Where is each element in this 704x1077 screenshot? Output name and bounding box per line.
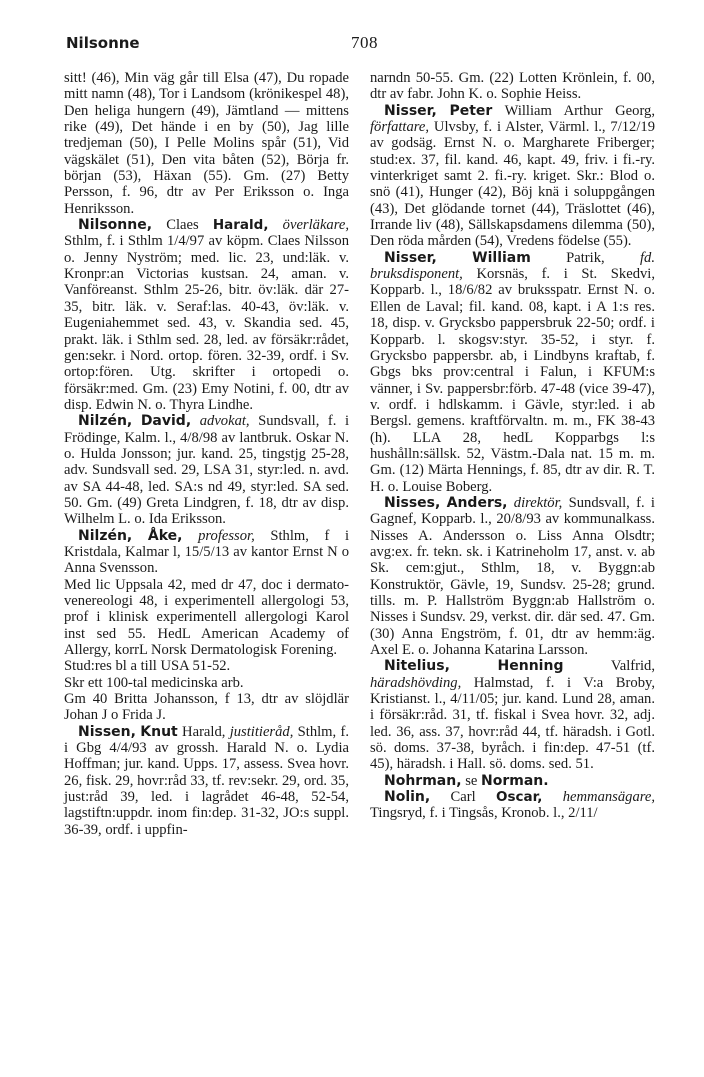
entry-nilzen-ake-studies: Stud:res bl a till USA 51-52.: [64, 658, 231, 675]
entry-given-main: Peter: [449, 102, 493, 119]
entry-given-main: David,: [140, 413, 192, 430]
entry-text: Korsnäs, f. i St. Skedvi, Kopparb. l., 18/6/82 av bruksspatr. Ernst N. o. Ellen de Laval; fil. kand. 08, kapt. i A 1:s res. 18, disp. v. Grycksbo pappersbruk 22-50; ordf. i Kopparb. l. skogsv:styr. 35-52, i styr. f. Grycksbo pappersbr. ab, i Lindbyns kraftab, f. Gbgs bks prov:central i Falun, i KFUM:s vänner, i Sv. pappersbr:förb. 47-48 (vice 39-47), v. ordf. i hdlskamm. i Gävle, styr:led. i ab Bergsl. gemens. kraftförvaltn. m. m., FK 38-43 (h). LLA 28, hedL Kopparbgs l:s hushålln:sällsk. 52, Västm.-Dala nat. 15 m. m. Gm. (12) Märta Hennings, f. 85, dtr av dir. R. T. H. o. Louise Boberg.: [370, 266, 655, 495]
entry-given-main: Anders,: [446, 494, 508, 511]
entry-given-pre: Carl: [450, 789, 476, 806]
entry-given-pre: Claes: [166, 217, 199, 234]
entry-given-main: William: [472, 249, 531, 266]
entry-given-main: Harald,: [212, 217, 269, 234]
entry-nilsonne-claes-harald: [64, 217, 349, 413]
entry-given-main: Henning: [497, 658, 564, 675]
entry-occupation: justitieråd,: [229, 723, 294, 740]
page-number: 708: [351, 33, 378, 52]
entry-surname: Nisser,: [384, 102, 437, 119]
entry-cross-reference: Norman.: [481, 772, 549, 789]
entry-nilzen-ake: [64, 528, 349, 577]
entry-nolin-carl-oscar: [370, 789, 655, 822]
entry-occupation: häradshövding,: [370, 674, 462, 691]
entry-surname: Nolin,: [384, 789, 431, 806]
entry-text: se: [465, 772, 478, 789]
entry-nitelius-henning: [370, 658, 655, 772]
entry-occupation: professor,: [198, 527, 255, 544]
entry-nisser-william: [370, 250, 655, 495]
left-column: [64, 70, 349, 838]
right-column: [370, 70, 655, 822]
entry-occupation: direktör,: [513, 494, 563, 511]
page-header: [66, 34, 640, 56]
entry-given-post: Harald,: [182, 723, 226, 740]
entry-occupation: fd. bruksdisponent,: [370, 249, 655, 283]
entry-surname: Nilsonne,: [78, 217, 153, 234]
entry-given-main: Åke,: [147, 527, 183, 544]
entry-nilzen-ake-writings: Skr ett 100-tal medicinska arb.: [64, 674, 244, 691]
entry-given-post: William Arthur Georg,: [504, 102, 655, 119]
entry-surname: Nissen,: [78, 723, 136, 740]
entry-nisses-anders: [370, 495, 655, 658]
entry-surname: Nohrman,: [384, 772, 462, 789]
entry-nilzen-ake-marriage: Gm 40 Britta Johansson, f 13, dtr av slöjdlär Johan J o Frida J.: [64, 691, 349, 724]
entry-occupation: hemmansägare,: [562, 789, 656, 806]
running-head: Nilsonne: [66, 34, 140, 52]
entry-occupation: överläkare,: [282, 217, 349, 234]
entry-occupation: författare,: [370, 119, 430, 136]
entry-text: Ulvsby, f. i Alster, Värml. l., 7/12/19 av godsäg. Ernst N. o. Margharete Friberger; stud:ex. 37, fil. kand. 46, kapt. 49, friv. i fi.-ry. vinterkriget samt 2. fi.-ry. kriget. Skr.: Blod o. snö (41), Hunger (42), Böj knä i soluppgången (43), Det glödande tornet (44), Träslottet (46), Irrande liv (48), Sällskapsdamens dilemma (50), Den röda mården (54), Vredens födelse (55).: [370, 119, 655, 250]
entry-given-main: Oscar,: [495, 789, 543, 806]
entry-occupation: advokat,: [199, 413, 250, 430]
entry-nilzen-ake-career: Med lic Uppsala 42, med dr 47, doc i dermato-venereologi 48, i experimentell allergologi 53, prof i klinisk experimentell allergologi Karol inst sed 55. HedL American Academy of Allergy, korrL Norsk Dermatologisk Forening.: [64, 576, 349, 659]
entry-text: sitt! (46), Min väg går till Elsa (47), Du ropade mitt namn (48), Tor i Landsom (krönikespel 48), Den heliga hungern (49), Jämtland — mittens rike (49), Det hände i en by (50), Jag lille tredjeman (50), I Pelle Molins spår (51), Vid vägskälet (51), Den vita båten (52), Börja fr. början (53), Häxan (55). Gm. (27) Betty Persson, f. 96, dtr av Per Eriksson o. Inga Henriksson.: [64, 70, 349, 217]
entry-text: Sthlm, f. i Sthlm 1/4/97 av köpm. Claes Nilsson o. Jenny Nyström; med. lic. 23, und:läk. v. Kronpr:an Victorias kustsan. 24, aman. v. Vanföreanst. Sthlm 25-26, bitr. öv:läk. där 27-35, bitr. läk. v. Seraf:las. 40-43, öv:läk. v. Eugeniahemmet sed. 43, v. Skandia sed. 45, prakt. läk. i Sthlm sed. 28, led. av försäkr:rådet, gen:sekr. i Nord. ortop. fören. 32-39, ordf. i Sv. ortop:fören. Utg. skrifter i ortopedi o. försäkr:med. Gm. (23) Emy Notini, f. 00, dtr av disp. Edwin N. o. Thyra Lindhe.: [64, 233, 349, 413]
entry-surname: Nilzén,: [78, 527, 133, 544]
entry-surname: Nisses,: [384, 494, 441, 511]
entry-text: Sthlm, f i Kristdala, Kalmar l, 15/5/13 av kantor Ernst N o Anna Svensson.: [64, 527, 350, 577]
entry-nisser-peter: [370, 103, 655, 250]
entry-given-main: Knut: [140, 723, 178, 740]
entry-continuation: [64, 70, 349, 217]
entry-text: Sundsvall, f. i Frödinge, Kalm. l., 4/8/98 av lantbruk. Oskar N. o. Hulda Jonsson; jur. kand. 25, tingstjg 25-28, adv. Sundsvall sed. 29, LSA 31, styr:led. n. avd. av SA 44-48, led. SA:s nd 49, styr:led. SA sed. 50. Gm. (49) Greta Lindgren, f. 18, dtr av disp. Wilhelm L. o. Ida Eriksson.: [64, 413, 350, 528]
entry-text: Tingsryd, f. i Tingsås, Kronob. l., 2/11/: [370, 805, 598, 822]
entry-text: narndn 50-55. Gm. (22) Lotten Krönlein, f. 00, dtr av fabr. John K. o. Sophie Heiss.: [370, 70, 655, 103]
entry-given-post: Patrik,: [566, 249, 605, 266]
entry-surname: Nisser,: [384, 249, 437, 266]
entry-nissen-knut: [64, 724, 349, 838]
entry-text: Sthlm, f. i Gbg 4/4/93 av grossh. Harald N. o. Lydia Hoffman; jur. kand. Upps. 17, assess. Svea hovr. 26, fisk. 29, hovr:råd 33, tf. rev:sekr. 29, ord. 35, just:råd 39, led. i lagrådet 46-48, 52-54, lagstiftn:uppdr. inom fin:dep. 31-32, JO:s suppl. 36-39, ordf. i uppfin-: [64, 723, 349, 838]
entry-text: Halmstad, f. i V:a Broby, Kristianst. l., 4/11/05; jur. kand. Lund 28, aman. i försäkr:råd. 31, tf. fiskal i Svea hovr. 32, adj. led. 36, ass. 37, hovr:råd 44, tf. häradsh. i Gotl. sö. doms. 37-38, byråch. i fin:dep. 47-51 (tf. 45), häradsh. i Hall. sö. doms. sed. 51.: [370, 674, 655, 773]
entry-surname: Nitelius,: [384, 658, 450, 675]
entry-given-post: Valfrid,: [610, 658, 655, 675]
entry-nilzen-david: [64, 413, 349, 527]
entry-text: Sundsvall, f. i Gagnef, Kopparb. l., 20/8/93 av kommunalkass. Nisses A. Andersson o. Liss Anna Olsdtr; avg:ex. fr. tekn. sk. i Katrineholm 17, anst. v. ab Sk. cem:gjut., Sthlm, 18, v. Byggn:ab Konstruktör, Gävle, 19, Sundsv. 25-28; grund. tills. m. P. Hallström Byggn:ab Hallström o. Nisses i Sundsv. 29, verkst. dir. där sed. 47. Gm. (30) Anna Engström, f. 01, dtr av hemm:äg. Axel E. o. Johanna Katarina Larsson.: [370, 494, 655, 659]
entry-surname: Nilzén,: [78, 413, 133, 430]
entry-continuation: [370, 70, 655, 103]
entry-nohrman-crossref: [370, 773, 655, 789]
